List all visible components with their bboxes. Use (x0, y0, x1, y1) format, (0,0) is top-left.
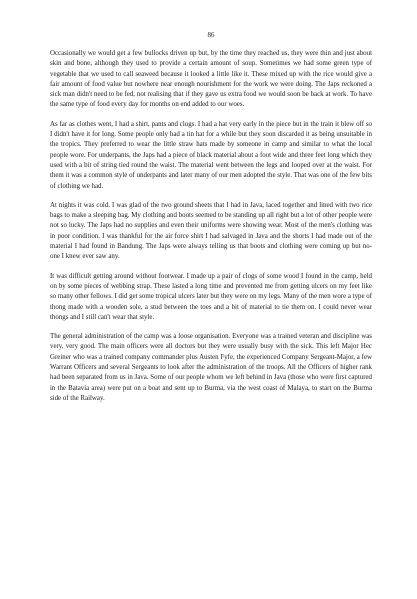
paragraph-food: Occasionally we would get a few bullocks driven up but, by the time they reached us, they were thin and just about skin and bone, although they used to provide a certain amount of soup. Sometimes we had some green type of vegetable that we used to call seaweed because it looked a little like it. These mixed up with the rice would give a fair amount of food value but nowhere near enough nourishment for the work we were doing. The Japs reckoned a sick man didn't need to be fed, not realising that if they gave us extra food we would soon be back at work. To have the same type of food every day for months on end added to our woes. (50, 50, 372, 109)
paragraph-clothes: As far as clothes went, I had a shirt, pants and clogs. I had a hat very early in the piece but in the train it blew off so I didn't have it for long. Some people only had a tin hat for a while but they soon discarded it as being unsuitable in the tropics. They preferred to wear the little straw hats made by someone in camp and similar to what the local people wore. For underpants, the Japs had a piece of black material about a foot wide and three feet long which they used with a bit of string tied round the waist. The material went between the legs and looped over at the waist. For them it was a common style of underpants and later many of our men adopted the style. That was one of the few bits of clothing we had. (50, 120, 372, 190)
page-number: 86 (207, 31, 215, 39)
paragraph-nights: At nights it was cold. I was glad of the two ground sheets that I had in Java, laced together and lined with two rice bags to make a sleeping bag. My clothing and boots seemed to be standing up all right but a lot of other people were not so lucky. The Japs had no supplies and even their uniforms were showing wear. Most of the men's clothing was in poor condition. I was thankful for the air force shirt I had salvaged in Java and the shorts I had made out of the material I had found in Bandung. The Japs were always telling us that boots and clothing were coming up but no-one I knew ever saw any. (50, 201, 372, 261)
paragraph-footwear: It was difficult getting around without footwear. I made up a pair of clogs of some wood I found in the camp, held on by some pieces of webbing strap. These lasted a long time and prevented me from getting ulcers on my feet like so many other fellows. I did get some tropical ulcers later but they were on my legs. Many of the men wore a type of thong made with a wooden sole, a stud between the toes and a bit of material to tie them on. I could never wear thongs and I still can't wear that style. (50, 272, 372, 321)
paragraph-administration: The general administration of the camp was a loose organisation. Everyone was a trained veteran and discipline was very, very good. The main officers were all doctors but they were usually busy with the sick. This left Major Hec Greiner who was a trained company commander plus Austen Fyfe, the experienced Company Sergeant-Major, a few Warrant Officers and several Sergeants to look after the administration of the troops. All the Officers of higher rank had been separated from us in Java. Some of our people whom we left behind in Java (those who were first captured in the Batavia area) were put on a boat and sent up to Burma, via the west coast of Malaya, to start on the Burma side of the Railway. (50, 333, 372, 402)
